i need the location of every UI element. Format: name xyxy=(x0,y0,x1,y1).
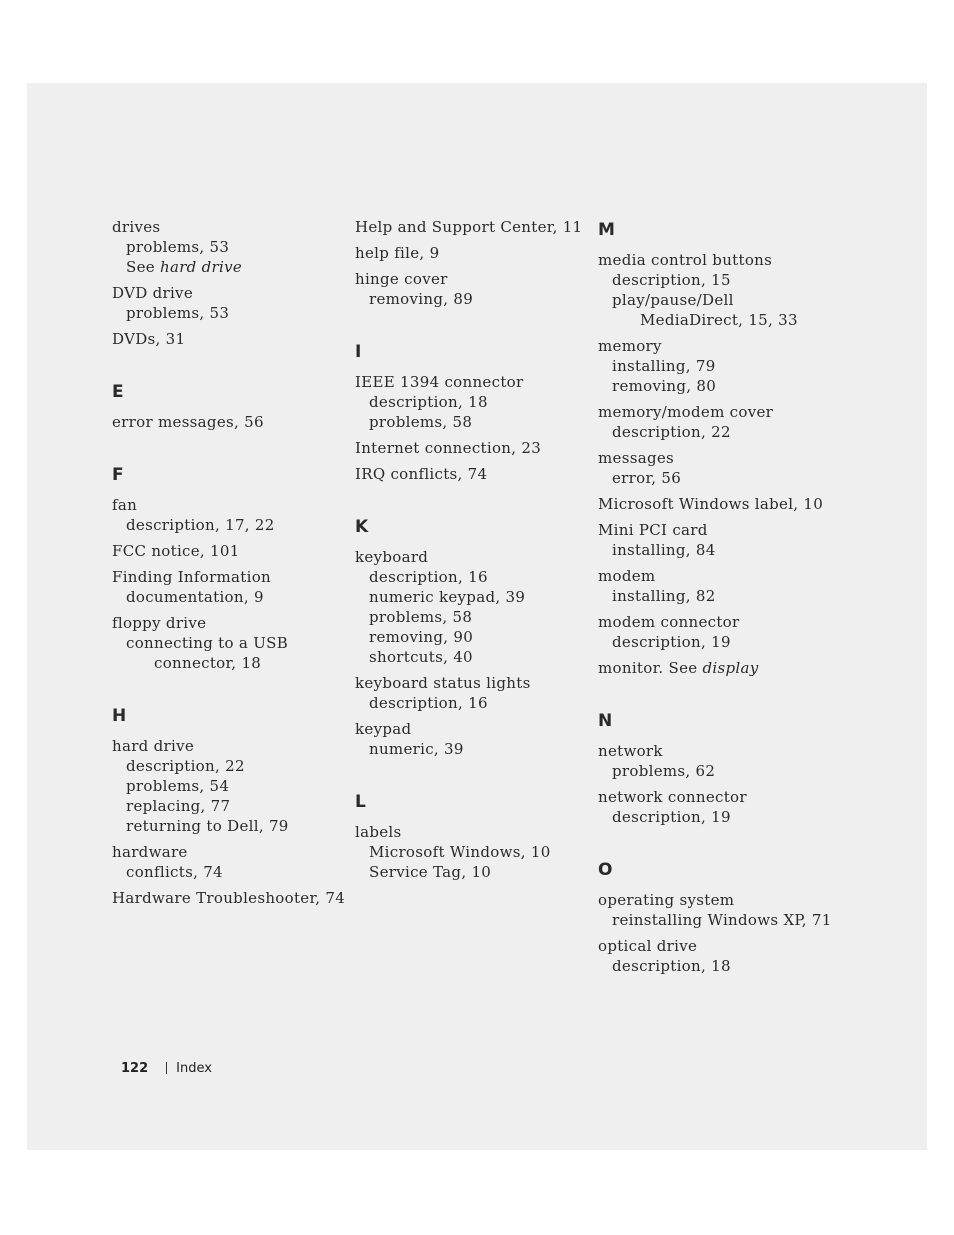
index-letter-heading: L xyxy=(355,792,366,812)
index-entry xyxy=(598,448,833,488)
index-subterm: removing, 89 xyxy=(369,290,474,308)
cross-reference: display xyxy=(702,659,759,677)
index-term: network connector xyxy=(598,788,747,806)
index-term: Hardware Troubleshooter, 74 xyxy=(112,889,346,907)
index-entry xyxy=(598,658,833,678)
index-subterm: problems, 53 xyxy=(126,238,230,256)
index-letter-heading: O xyxy=(598,860,613,880)
index-subterm: reinstalling Windows XP, 71 xyxy=(612,911,832,929)
index-entry xyxy=(112,842,347,882)
index-entry xyxy=(112,567,347,607)
index-term: memory/modem cover xyxy=(598,403,774,421)
page-number: 122 xyxy=(121,1061,149,1076)
index-subterm: description, 22 xyxy=(612,423,731,441)
index-term: keyboard xyxy=(355,548,429,566)
index-subterm: installing, 84 xyxy=(612,541,716,559)
index-term: IRQ conflicts, 74 xyxy=(355,465,488,483)
index-entry xyxy=(598,520,833,560)
section-name: Index xyxy=(176,1061,212,1076)
index-subterm: description, 18 xyxy=(369,393,488,411)
index-term: Mini PCI card xyxy=(598,521,708,539)
index-term: drives xyxy=(112,218,161,236)
index-term: IEEE 1394 connector xyxy=(355,373,524,391)
index-term: DVD drive xyxy=(112,284,194,302)
index-subterm: problems, 53 xyxy=(126,304,230,322)
index-subterm: removing, 90 xyxy=(369,628,474,646)
index-letter-heading: N xyxy=(598,711,613,731)
index-term: Internet connection, 23 xyxy=(355,439,542,457)
index-entry xyxy=(112,495,347,535)
index-entry xyxy=(355,673,590,713)
index-entry xyxy=(355,217,590,237)
footer-separator xyxy=(166,1062,167,1074)
index-term: error messages, 56 xyxy=(112,413,264,431)
index-entry xyxy=(112,283,347,323)
index-entry xyxy=(112,329,347,349)
index-subterm: shortcuts, 40 xyxy=(369,648,473,666)
index-subterm: documentation, 9 xyxy=(126,588,264,606)
index-term: keypad xyxy=(355,720,412,738)
see-label: See xyxy=(126,258,160,276)
index-term: Microsoft Windows label, 10 xyxy=(598,495,824,513)
index-subterm: numeric, 39 xyxy=(369,740,464,758)
index-column-2 xyxy=(355,217,590,888)
index-subterm: conflicts, 74 xyxy=(126,863,223,881)
index-column-1 xyxy=(112,217,347,914)
index-term: fan xyxy=(112,496,138,514)
index-subterm: problems, 62 xyxy=(612,762,716,780)
index-entry xyxy=(355,822,590,882)
index-term: DVDs, 31 xyxy=(112,330,186,348)
index-entry xyxy=(355,464,590,484)
index-entry xyxy=(112,736,347,836)
index-entry xyxy=(598,402,833,442)
index-entry xyxy=(355,547,590,667)
index-entry xyxy=(355,243,590,263)
index-subterm: returning to Dell, 79 xyxy=(126,817,289,835)
index-entry xyxy=(355,372,590,432)
index-term xyxy=(598,658,833,678)
index-entry xyxy=(355,438,590,458)
index-subterm xyxy=(112,257,347,277)
index-term: hinge cover xyxy=(355,270,448,288)
index-subterm: description, 17, 22 xyxy=(126,516,275,534)
index-subterm: connecting to a USB xyxy=(126,634,289,652)
index-letter-heading: H xyxy=(112,706,127,726)
index-letter-heading: E xyxy=(112,382,124,402)
index-subterm: MediaDirect, 15, 33 xyxy=(640,311,798,329)
index-term: labels xyxy=(355,823,402,841)
index-letter-heading: M xyxy=(598,220,615,240)
index-entry xyxy=(112,217,347,277)
index-term: Help and Support Center, 11 xyxy=(355,218,583,236)
index-subterm: error, 56 xyxy=(612,469,682,487)
index-term: FCC notice, 101 xyxy=(112,542,240,560)
index-letter-heading: F xyxy=(112,465,124,485)
index-term: memory xyxy=(598,337,662,355)
index-entry xyxy=(598,936,833,976)
index-subterm: removing, 80 xyxy=(612,377,717,395)
index-term: keyboard status lights xyxy=(355,674,531,692)
index-term: hardware xyxy=(112,843,188,861)
index-entry xyxy=(355,719,590,759)
index-subterm: numeric keypad, 39 xyxy=(369,588,526,606)
index-subterm: Microsoft Windows, 10 xyxy=(369,843,551,861)
index-term: Finding Information xyxy=(112,568,272,586)
index-entry xyxy=(112,541,347,561)
index-entry xyxy=(598,336,833,396)
index-subterm: installing, 79 xyxy=(612,357,716,375)
index-entry xyxy=(598,494,833,514)
index-subterm: play/pause/Dell xyxy=(612,291,734,309)
index-term: modem xyxy=(598,567,656,585)
index-entry xyxy=(112,888,347,908)
index-subterm: installing, 82 xyxy=(612,587,716,605)
index-letter-heading: K xyxy=(355,517,369,537)
index-entry xyxy=(355,269,590,309)
index-term: floppy drive xyxy=(112,614,207,632)
index-subterm: replacing, 77 xyxy=(126,797,231,815)
index-subterm: description, 16 xyxy=(369,568,488,586)
index-entry xyxy=(598,890,833,930)
index-column-3 xyxy=(598,220,833,982)
index-term: hard drive xyxy=(112,737,195,755)
index-subterm: problems, 58 xyxy=(369,608,473,626)
index-entry xyxy=(598,612,833,652)
index-term: media control buttons xyxy=(598,251,773,269)
index-entry xyxy=(598,787,833,827)
index-subterm: description, 19 xyxy=(612,808,731,826)
index-subterm: Service Tag, 10 xyxy=(369,863,492,881)
see-label: monitor. See xyxy=(598,659,703,677)
page-footer xyxy=(121,1061,212,1076)
index-subterm: connector, 18 xyxy=(154,654,262,672)
index-entry xyxy=(112,613,347,673)
index-entry xyxy=(598,566,833,606)
index-subterm: description, 18 xyxy=(612,957,731,975)
index-entry xyxy=(112,412,347,432)
index-subterm: problems, 58 xyxy=(369,413,473,431)
index-subterm: description, 19 xyxy=(612,633,731,651)
index-subterm: description, 22 xyxy=(126,757,245,775)
index-subterm: description, 16 xyxy=(369,694,488,712)
cross-reference: hard drive xyxy=(160,258,243,276)
index-subterm: description, 15 xyxy=(612,271,731,289)
index-term: network xyxy=(598,742,663,760)
index-term: optical drive xyxy=(598,937,698,955)
index-entry xyxy=(598,250,833,330)
index-entry xyxy=(598,741,833,781)
index-term: modem connector xyxy=(598,613,740,631)
index-subterm: problems, 54 xyxy=(126,777,230,795)
index-letter-heading: I xyxy=(355,342,362,362)
index-term: messages xyxy=(598,449,675,467)
index-term: help file, 9 xyxy=(355,244,440,262)
index-term: operating system xyxy=(598,891,735,909)
